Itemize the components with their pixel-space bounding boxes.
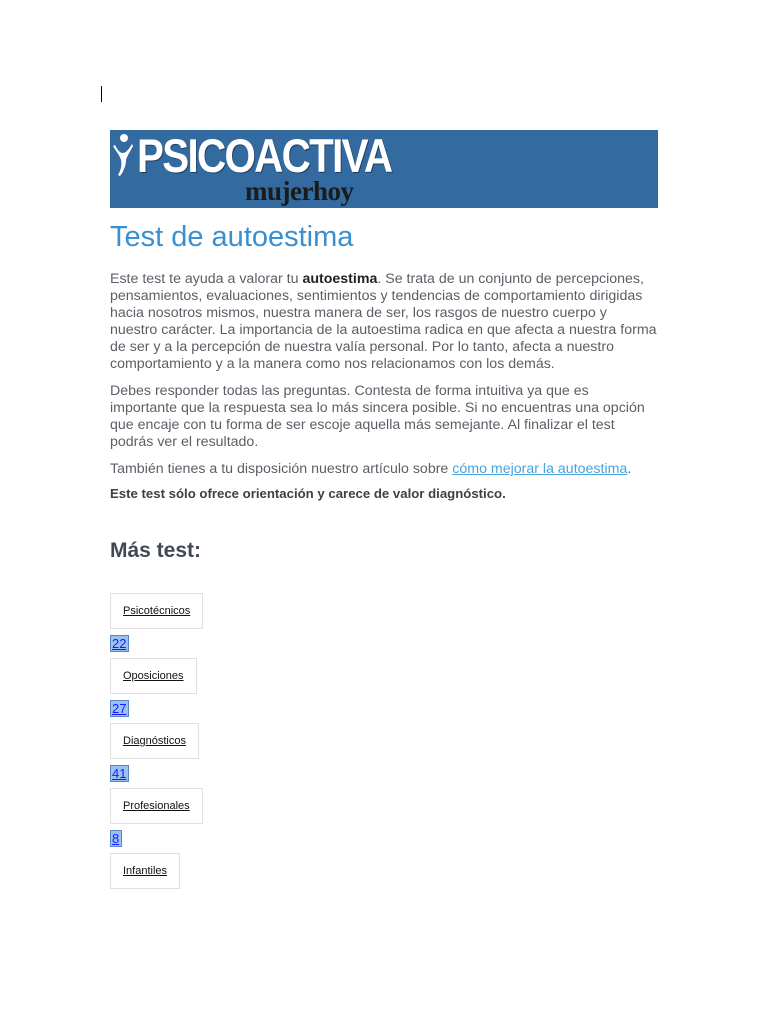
intro-text-start: Este test te ayuda a valorar tu xyxy=(110,271,303,287)
category-count-diagnosticos[interactable] xyxy=(110,765,658,783)
category-count-profesionales[interactable] xyxy=(110,830,658,848)
related-paragraph xyxy=(110,461,658,478)
category-count-oposiciones[interactable] xyxy=(110,700,658,718)
related-end: . xyxy=(627,461,632,477)
intro-text-end: . Se trata de un conjunto de percepciones, pensamientos, evaluaciones, sentimientos y tendencias de comportamiento dirigidas hacia nosotros mismos, nuestra manera de ser, los rasgos de nuestro cuerpo y nuestro carácter. La importancia de la autoestima radica en que afecta a nuestra forma de ser y a la percepción de nuestra valía personal. Por lo tanto, afecta a nuestro comportamiento y a la manera como nos relacionamos con los demás. xyxy=(110,271,657,372)
test-category-profesionales xyxy=(110,788,658,848)
count-badge: 27 xyxy=(110,700,129,717)
brand-logo-text: PSICOACTIVA xyxy=(137,130,392,182)
psicoactiva-banner[interactable] xyxy=(110,130,658,208)
instructions-paragraph: Debes responder todas las preguntas. Contesta de forma intuitiva ya que es importante que la respuesta sea lo más sincera posible. Si no encuentras una opción que encaje con tu forma de ser escoje aquella más semejante. Al finalizar el test podrás ver el resultado. xyxy=(110,383,645,450)
sub-brand-logo-text: mujerhoy xyxy=(245,176,354,206)
category-link-oposiciones[interactable]: Oposiciones xyxy=(110,658,197,694)
count-badge: 41 xyxy=(110,765,129,782)
text-cursor xyxy=(101,86,102,102)
test-category-psicotecnicos xyxy=(110,593,658,653)
more-tests-list xyxy=(110,593,658,889)
test-category-infantiles xyxy=(110,853,658,889)
count-badge: 8 xyxy=(110,830,122,847)
improve-self-esteem-link[interactable]: cómo mejorar la autoestima xyxy=(452,461,628,477)
related-text: También tienes a tu disposición nuestro artículo sobre xyxy=(110,461,453,477)
intro-keyword: autoestima xyxy=(302,271,378,287)
category-link-infantiles[interactable]: Infantiles xyxy=(110,853,180,889)
test-category-diagnosticos xyxy=(110,723,658,783)
page-title: Test de autoestima xyxy=(110,221,354,253)
category-link-profesionales[interactable]: Profesionales xyxy=(110,788,203,824)
human-figure-icon xyxy=(112,133,134,177)
count-badge: 22 xyxy=(110,635,129,652)
article-page xyxy=(110,130,658,889)
test-category-oposiciones xyxy=(110,658,658,718)
category-link-psicotecnicos[interactable]: Psicotécnicos xyxy=(110,593,203,629)
intro-paragraph xyxy=(110,271,658,373)
disclaimer-text: Este test sólo ofrece orientación y carece de valor diagnóstico. xyxy=(110,486,506,501)
category-count-psicotecnicos[interactable] xyxy=(110,635,658,653)
more-tests-heading: Más test: xyxy=(110,539,202,562)
category-link-diagnosticos[interactable]: Diagnósticos xyxy=(110,723,199,759)
